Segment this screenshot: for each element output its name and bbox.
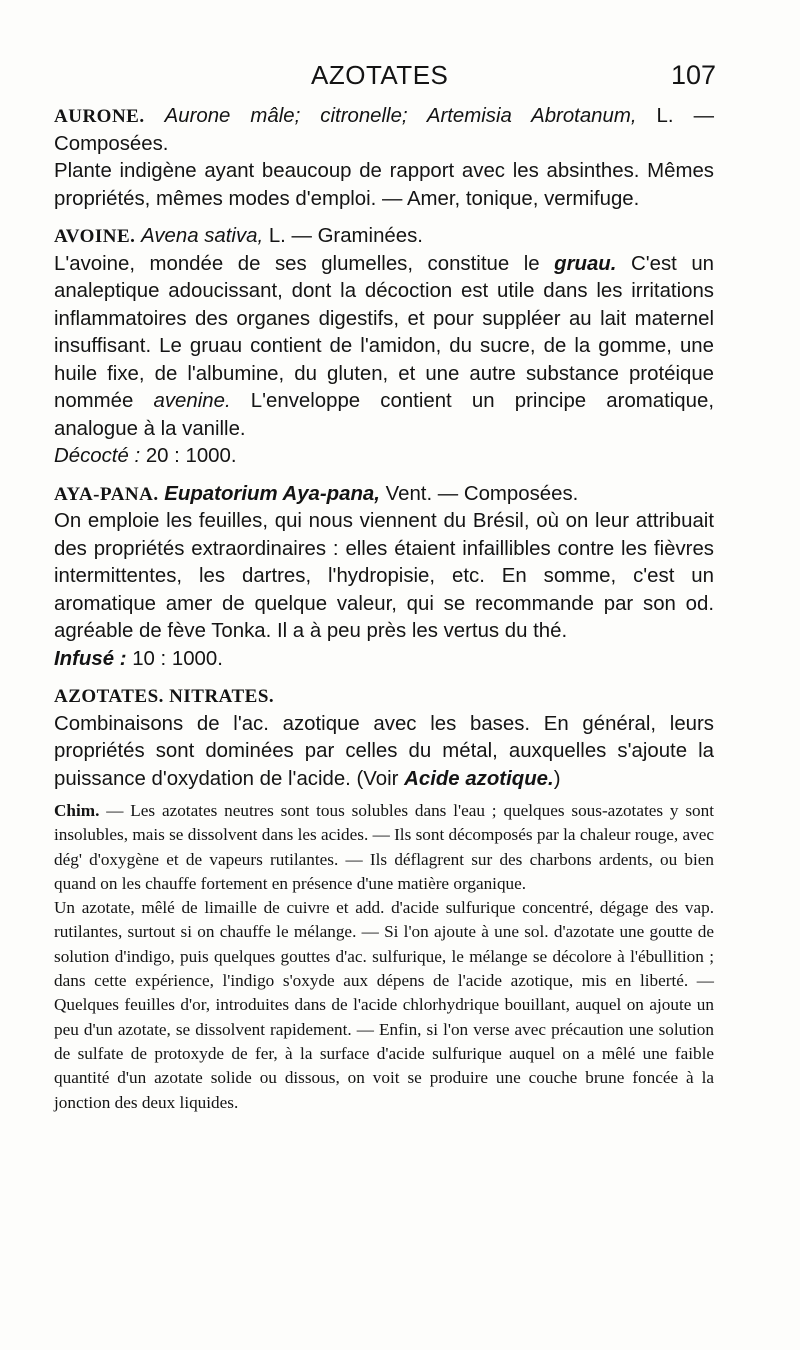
entry-names: Aurone mâle; citronelle; Artemisia Abrotanum, <box>164 105 637 127</box>
entry-heading-line <box>54 103 714 158</box>
body-text-part: Combinaisons de l'ac. azotique avec les bases. En général, leurs propriétés sont dominées par celles du métal, auxquelles s'ajoute la puissance d'oxydation de l'acide. (Voir <box>54 712 714 790</box>
dose-label: Infusé : <box>54 647 127 670</box>
dose-line <box>54 646 714 674</box>
entry-author: L. <box>656 105 674 127</box>
emphasis-term: Acide azotique. <box>404 767 554 790</box>
body-text-part: L'avoine, mondée de ses glumelles, constitue le <box>54 252 540 275</box>
dose-value: 20 : 1000. <box>145 445 237 467</box>
entry-aurone <box>54 103 714 213</box>
entry-heading-line <box>54 223 714 251</box>
entry-body: Plante indigène ayant beaucoup de rapport avec les absinthes. Mêmes propriétés, mêmes modes d'emploi. — Amer, tonique, vermifuge. <box>54 160 714 210</box>
entry-aya-pana <box>54 481 714 674</box>
dose-line <box>54 443 714 471</box>
entry-head: AZOTATES. NITRATES. <box>54 686 275 707</box>
dose-value: 10 : 1000. <box>132 647 223 670</box>
entry-heading-line <box>54 481 714 509</box>
chemistry-paragraph: Un azotate, mêlé de limaille de cuivre et add. d'acide sulfurique concentré, dégage des vap. rutilantes, surtout si on chauffe le mélange. — Si l'on ajoute à une sol. d'azotate une goutte de solution d'indigo, puis quelques gouttes d'ac. sulfurique, le mélange se décolore à l'ébullition ; dans cette expérience, l'indigo s'oxyde aux dépens de l'acide azotique, mis en liberté. — Quelques feuilles d'or, introduites dans de l'acide chlorhydrique bouillant, auquel on ajoute un peu d'un azotate, se dissolvent rapidement. — Enfin, si l'on verse avec précaution une solution de sulfate de protoxyde de fer, à la surface d'acide sulfurique auquel on a mêlé une faible quantité d'un azotate solide ou dissous, on voit se produire une couche brune foncée à la jonction des deux liquides. <box>54 898 714 1112</box>
entry-azotates <box>54 683 714 1115</box>
body-text-part: C'est un analeptique adoucissant, dont la décoction est utile dans les irritations inflammatoires des organes digestifs, et pour suppléer au lait maternel insuffisant. Le gruau contient de l'amidon, du sucre, de la gomme, une huile fixe, de l'albumine, du gluten, et une autre substance protéique nommée <box>54 252 715 412</box>
page-header <box>0 60 800 100</box>
entry-body: On emploie les feuilles, qui nous viennent du Brésil, où on leur attribuait des propriétés extraordinaires : elles étaient infaillibles contre les fièvres intermittentes, les dartres, l'hydropisie, etc. En somme, c'est un aromatique amer de quelque valeur, qui se recommande par son od. agréable de fève Tonka. Il a à peu près les vertus du thé. <box>54 510 714 642</box>
entry-head: AYA-PANA. <box>54 483 159 505</box>
entry-author: Vent. <box>385 482 433 505</box>
body-text <box>54 103 714 1125</box>
chemistry-paragraph <box>54 799 714 896</box>
entry-author: L. <box>268 225 286 247</box>
emphasis-term: avenine. <box>153 390 231 412</box>
entry-body <box>54 251 714 444</box>
chemistry-text: — Les azotates neutres sont tous solubles dans l'eau ; quelques sous-azotates y sont insolubles, mais se dissolvent dans les acides. — Ils sont décomposés par la chaleur rouge, avec dég' d'oxygène et de vapeurs rutilantes. — Ils déflagrent sur des charbons ardents, ou bien quand on les chauffe fortement en présence d'une matière organique. <box>54 801 714 893</box>
entry-family: — Composées. <box>437 482 579 505</box>
entry-head: AVOINE. <box>54 226 136 247</box>
entry-heading-line <box>54 683 714 711</box>
emphasis-term: gruau. <box>554 252 617 275</box>
running-title: AZOTATES <box>311 60 449 90</box>
chemistry-label: Chim. <box>54 801 100 820</box>
entry-avoine <box>54 223 714 471</box>
dose-label: Décocté : <box>54 445 141 467</box>
entry-body <box>54 711 714 794</box>
entry-names: Avena sativa, <box>141 225 264 247</box>
body-text-part: ) <box>553 767 561 790</box>
chemistry-notes <box>54 799 714 1115</box>
entry-names: Eupatorium Aya-pana, <box>164 482 380 505</box>
entry-family: — Composées. <box>54 105 714 155</box>
page-number: 107 <box>670 60 716 90</box>
body-text-part: L'enveloppe contient un principe aromatique, analogue à la vanille. <box>54 390 714 440</box>
entry-head: AURONE. <box>54 106 145 127</box>
entry-family: — Graminées. <box>291 225 423 247</box>
